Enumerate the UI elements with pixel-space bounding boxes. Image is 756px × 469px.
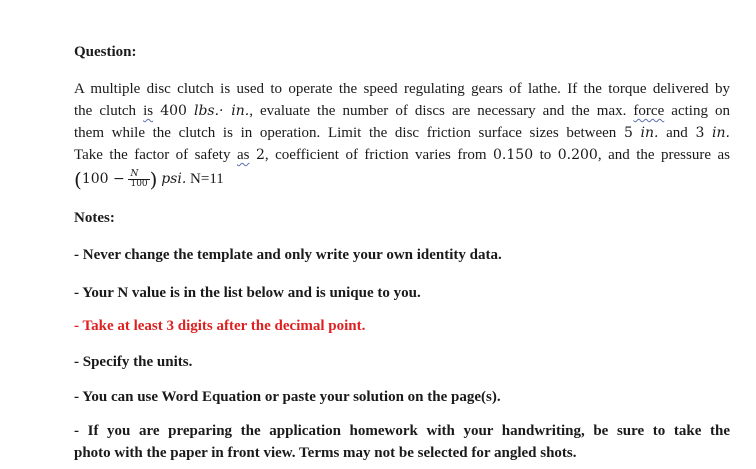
note-item-6-line-2: photo with the paper in front view. Terms may not be selected for angled shots. [74, 445, 577, 461]
pressure-formula: (100 − $\frac{N}{100}$ ) psi. N=11 [74, 167, 224, 192]
question-heading: Question: [74, 44, 137, 60]
note-item-5: - You can use Word Equation or paste your solution on the page(s). [74, 389, 501, 405]
question-body [74, 78, 730, 191]
question-line-4: Take the factor of safety as 2, coefficient of friction varies from 0.150 to 0.200, and the pressure as [74, 147, 730, 163]
note-item-6-line-1: - If you are preparing the application homework with your handwriting, be sure to take the [74, 423, 730, 439]
notes-heading: Notes: [74, 210, 115, 226]
note-item-6 [74, 420, 730, 464]
question-line-2: the clutch is 400 lbs.· in., evaluate the number of discs are necessary and the max. force acting on [74, 103, 731, 119]
note-item-1: - Never change the template and only write your own identity data. [74, 247, 502, 263]
note-item-3-highlight: - Take at least 3 digits after the decimal point. [74, 318, 366, 334]
note-item-4: - Specify the units. [74, 354, 193, 370]
question-line-3: them while the clutch is in operation. Limit the disc friction surface sizes between 5 in. and 3 in. [74, 125, 730, 141]
question-line-1: A multiple disc clutch is used to operate the speed regulating gears of lathe. If the torque delivered by [74, 81, 730, 97]
pressure-fraction: $\frac{N}{100}$ [130, 169, 148, 190]
note-item-2: - Your N value is in the list below and is unique to you. [74, 285, 421, 301]
